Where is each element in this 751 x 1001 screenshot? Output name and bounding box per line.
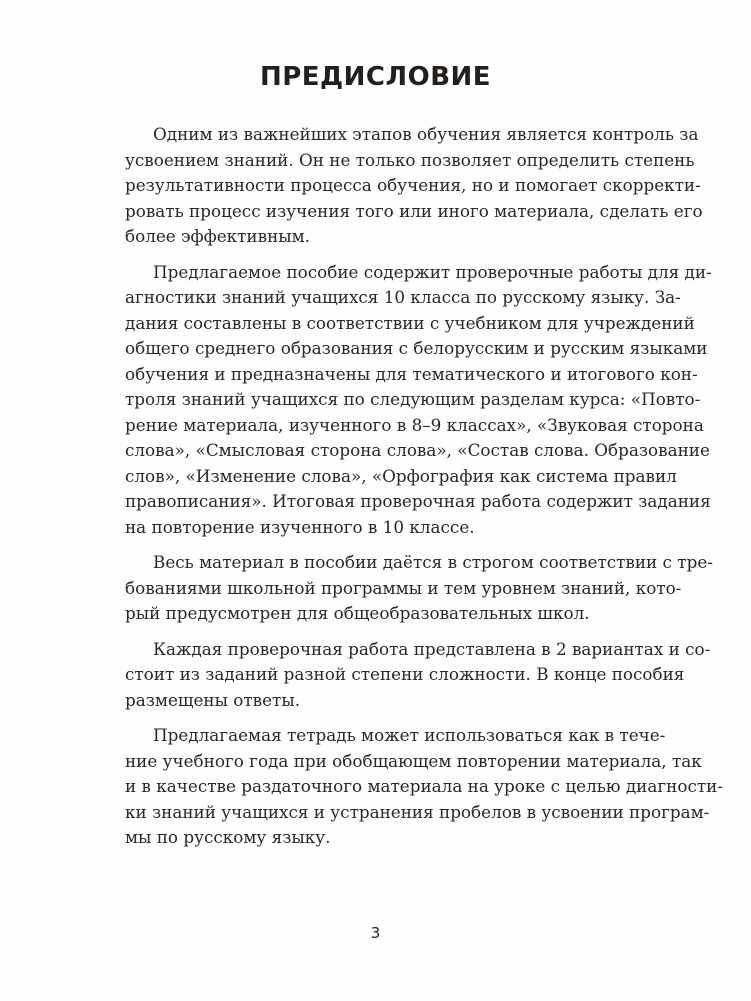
text-line: Предлагаемое пособие содержит проверочные работы для ди-	[153, 261, 712, 282]
text-line: Предлагаемая тетрадь может использоваться как в тече-	[153, 725, 666, 745]
text-line: размещены ответы.	[125, 689, 301, 710]
text-line: Каждая проверочная работа представлена в 2 вариантах и со-	[153, 638, 711, 659]
page-number: 3	[370, 924, 381, 942]
text-line: дания составлены в соответствии с учебником для учреждений	[125, 312, 695, 333]
text-line: ние учебного года при обобщающем повторении материала, так	[125, 750, 702, 771]
text-line: и в качестве раздаточного материала на уроке с целью диагности-	[125, 776, 723, 796]
paragraph-4	[97, 637, 711, 714]
text-line: слов», «Изменение слова», «Орфография как система правил	[125, 465, 677, 486]
text-line: рение материала, изученного в 8–9 классах», «Звуковая сторона	[125, 414, 704, 435]
text-line: слова», «Смысловая сторона слова», «Состав слова. Образование	[125, 440, 710, 460]
paragraph-5	[97, 723, 723, 851]
text-line: правописания». Итоговая проверочная работа содержит задания	[125, 491, 711, 511]
preface-text	[97, 122, 723, 861]
text-line: ровать процесс изучения того или иного материала, сделать его	[125, 200, 703, 221]
paragraph-2	[97, 260, 712, 541]
page-title: ПРЕДИСЛОВИЕ	[259, 62, 492, 92]
text-line: рый предусмотрен для общеобразовательных школ.	[125, 603, 590, 623]
text-line: результативности процесса обучения, но и помогает скорректи-	[125, 175, 701, 195]
text-line: общего среднего образования с белорусским и русским языками	[125, 338, 708, 358]
text-line: ки знаний учащихся и устранения пробелов в усвоении програм-	[125, 801, 710, 822]
paragraph-1	[97, 122, 703, 250]
text-line: более эффективным.	[125, 226, 310, 246]
text-line: мы по русскому языку.	[125, 827, 331, 847]
text-line: обучения и предназначены для тематического и итогового кон-	[125, 363, 698, 384]
text-line: бованиями школьной программы и тем уровнем знаний, кото-	[125, 577, 682, 598]
text-line: троля знаний учащихся по следующим разделам курса: «Повто-	[125, 389, 701, 409]
text-line: усвоением знаний. Он не только позволяет определить степень	[125, 149, 695, 170]
text-line: агностики знаний учащихся 10 класса по русскому языку. За-	[125, 287, 681, 307]
text-line: стоит из заданий разной степени сложности. В конце пособия	[125, 664, 685, 684]
paragraph-3	[97, 550, 713, 627]
text-line: Одним из важнейших этапов обучения является контроль за	[153, 124, 699, 144]
text-line: на повторение изученного в 10 классе.	[125, 516, 475, 537]
text-line: Весь материал в пособии даётся в строгом соответствии с тре-	[153, 552, 713, 572]
